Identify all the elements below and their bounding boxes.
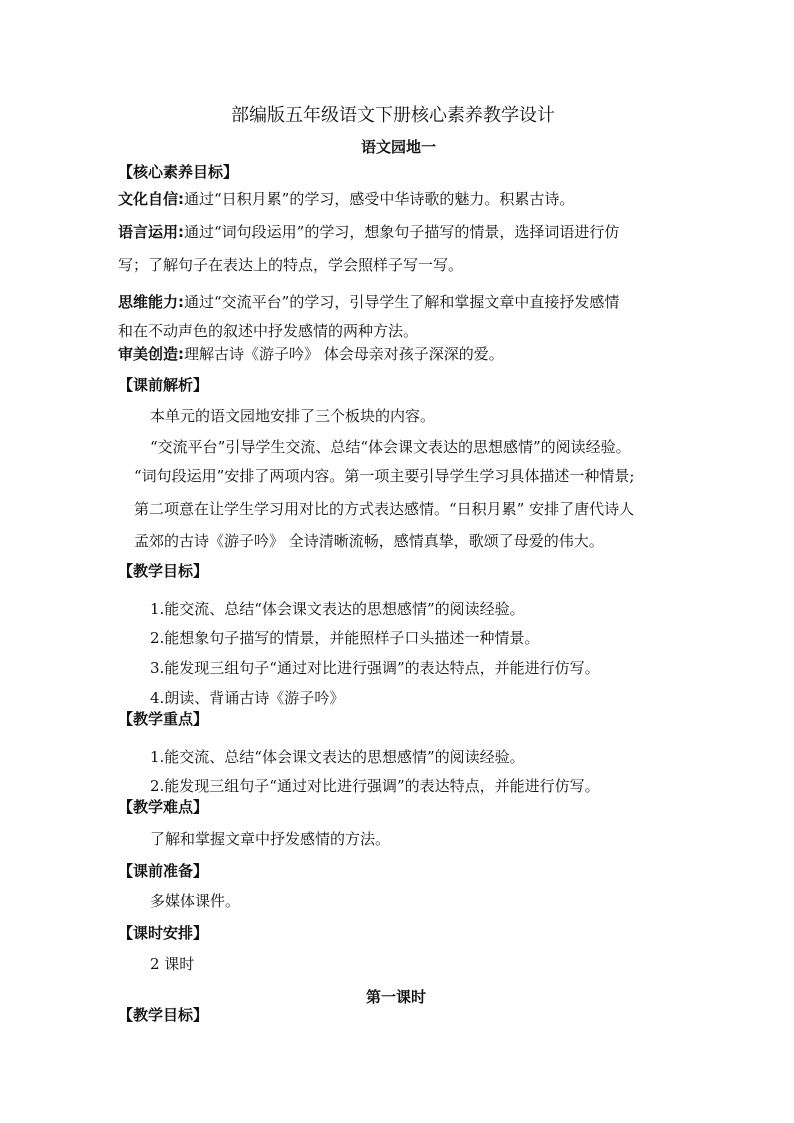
core-goal-language xyxy=(118,222,619,242)
difficulties-text: 了解和掌握文章中抒发感情的方法。 xyxy=(150,830,391,848)
section-heading-teaching-goals: 【教学目标】 xyxy=(118,562,209,580)
analysis-paragraph-1: 本单元的语文园地安排了三个板块的内容。 xyxy=(150,407,436,425)
section-heading-difficulties: 【教学难点】 xyxy=(118,798,209,816)
core-goal-language-line-2: 写；了解句子在表达上的特点，学会照样子写一写。 xyxy=(118,256,464,274)
core-goal-culture xyxy=(118,189,574,209)
analysis-paragraph-3: “词句段运用”安排了两项内容。第一项主要引导学生学习具体描述一种情景; xyxy=(134,467,635,485)
schedule-text: 2 课时 xyxy=(150,955,195,973)
core-goal-aesthetic-label: 审美创造: xyxy=(118,345,184,363)
core-goal-aesthetic-text: 理解古诗《游子吟》 体会母亲对孩子深深的爱。 xyxy=(184,345,504,363)
analysis-paragraph-5: 孟郊的古诗《游子吟》 全诗清晰流畅，感情真挚，歌颂了母爱的伟大。 xyxy=(134,532,604,550)
teaching-goal-item: 3.能发现三组句子“通过对比进行强调”的表达特点，并能进行仿写。 xyxy=(150,659,600,677)
core-goal-language-label: 语言运用: xyxy=(118,223,184,241)
section-heading-key-points: 【教学重点】 xyxy=(118,710,209,728)
core-goal-thinking xyxy=(118,292,619,312)
key-point-item: 1.能交流、总结“体会课文表达的思想感情”的阅读经验。 xyxy=(150,748,525,766)
section-heading-preparation: 【课前准备】 xyxy=(118,862,209,880)
preparation-text: 多媒体课件。 xyxy=(150,892,241,910)
key-point-item: 2.能发现三组句子“通过对比进行强调”的表达特点，并能进行仿写。 xyxy=(150,777,600,795)
section-heading-schedule: 【课时安排】 xyxy=(118,924,209,942)
core-goal-culture-label: 文化自信: xyxy=(118,190,184,208)
section-heading-analysis: 【课前解析】 xyxy=(118,376,209,394)
lesson-one-title: 第一课时 xyxy=(366,988,427,1006)
document-title: 部编版五年级语文下册核心素养教学设计 xyxy=(231,105,555,126)
core-goal-language-text-1: 通过“词句段运用”的学习，想象句子描写的情景，选择词语进行仿 xyxy=(184,223,620,241)
section-heading-teaching-goals-lesson-one: 【教学目标】 xyxy=(118,1006,209,1024)
core-goal-aesthetic xyxy=(118,344,504,364)
document-subtitle: 语文园地一 xyxy=(361,138,437,156)
analysis-paragraph-4: 第二项意在让学生学习用对比的方式表达感情。“日积月累” 安排了唐代诗人 xyxy=(134,500,635,518)
core-goal-culture-text: 通过“日积月累”的学习，感受中华诗歌的魅力。积累古诗。 xyxy=(184,190,575,208)
teaching-goal-item: 2.能想象句子描写的情景，并能照样子口头描述一种情景。 xyxy=(150,629,540,647)
analysis-paragraph-2: “交流平台”引导学生交流、总结“体会课文表达的思想感情”的阅读经验。 xyxy=(150,438,631,456)
section-heading-core-goals: 【核心素养目标】 xyxy=(118,163,239,181)
teaching-goal-item: 4.朗读、背诵古诗《游子吟》 xyxy=(150,689,345,707)
teaching-goal-item: 1.能交流、总结“体会课文表达的思想感情”的阅读经验。 xyxy=(150,600,525,618)
core-goal-thinking-label: 思维能力: xyxy=(118,293,184,311)
core-goal-thinking-text-1: 通过“交流平台”的学习，引导学生了解和掌握文章中直接抒发感情 xyxy=(184,293,620,311)
core-goal-thinking-line-2: 和在不动声色的叙述中抒发感情的两种方法。 xyxy=(118,322,419,340)
